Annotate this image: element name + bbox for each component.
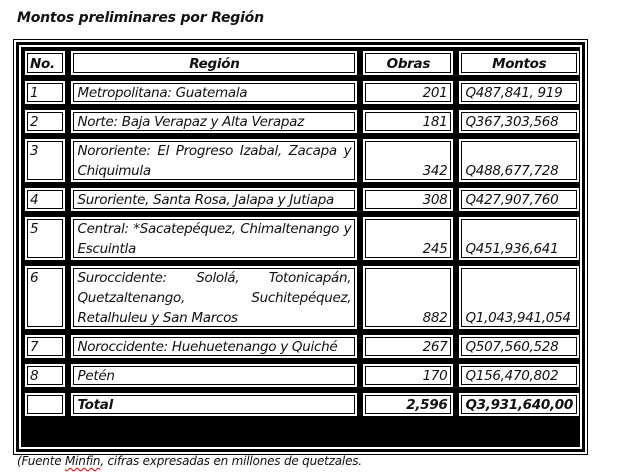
cell-no: 2 <box>24 109 66 134</box>
cell-montos: Q487,841, 919 <box>458 80 580 105</box>
footnote-suffix: , cifras expresadas en millones de quetzales. <box>100 454 362 468</box>
total-label: Total <box>70 392 358 417</box>
cell-obras: 181 <box>362 109 454 134</box>
cell-region: Noroccidente: Huehuetenango y Quiché <box>70 334 358 359</box>
cell-no: 8 <box>24 363 66 388</box>
table-row <box>24 80 580 105</box>
cell-region: Norte: Baja Verapaz y Alta Verapaz <box>70 109 358 134</box>
cell-no: 3 <box>24 138 66 183</box>
cell-obras: 308 <box>362 187 454 212</box>
cell-montos: Q1,043,941,054 <box>458 265 580 330</box>
cell-region: Suroccidente: Sololá, Totonicapán, Quetzaltenango, Suchitepéquez, Retalhuleu y San Marcos <box>70 265 358 330</box>
table-frame <box>16 42 585 452</box>
cell-obras: 245 <box>362 216 454 261</box>
cell-region: Petén <box>70 363 358 388</box>
cell-no: 6 <box>24 265 66 330</box>
table-row <box>24 109 580 134</box>
footnote-source-misspelled: Minfin <box>65 454 101 468</box>
table-row <box>24 334 580 359</box>
cell-montos: Q156,470,802 <box>458 363 580 388</box>
cell-obras: 201 <box>362 80 454 105</box>
cell-obras: 342 <box>362 138 454 183</box>
cell-no: 1 <box>24 80 66 105</box>
cell-no: 7 <box>24 334 66 359</box>
regions-table <box>20 46 584 421</box>
cell-montos: Q488,677,728 <box>458 138 580 183</box>
cell-obras: 170 <box>362 363 454 388</box>
cell-no: 5 <box>24 216 66 261</box>
table-row <box>24 216 580 261</box>
cell-montos: Q451,936,641 <box>458 216 580 261</box>
total-row <box>24 392 580 417</box>
table-row <box>24 187 580 212</box>
cell-no: 4 <box>24 187 66 212</box>
cell-region: Suroriente, Santa Rosa, Jalapa y Jutiapa <box>70 187 358 212</box>
cell-region: Metropolitana: Guatemala <box>70 80 358 105</box>
table-row <box>24 363 580 388</box>
cell-obras: 882 <box>362 265 454 330</box>
cell-region: Central: *Sacatepéquez, Chimaltenango y Escuintla <box>70 216 358 261</box>
cell-obras: 267 <box>362 334 454 359</box>
table-header-row <box>24 50 580 76</box>
frame-fill <box>21 47 580 447</box>
header-montos: Montos <box>458 50 580 76</box>
cell-montos: Q507,560,528 <box>458 334 580 359</box>
footnote-prefix: (Fuente <box>17 454 65 468</box>
header-region: Región <box>70 50 358 76</box>
cell-region: Nororiente: El Progreso Izabal, Zacapa y Chiquimula <box>70 138 358 183</box>
cell-no <box>24 392 66 417</box>
cell-montos: Q427,907,760 <box>458 187 580 212</box>
table-row <box>24 138 580 183</box>
total-montos: Q3,931,640,00 <box>458 392 580 417</box>
table-title: Montos preliminares por Región <box>17 10 264 26</box>
header-no: No. <box>24 50 66 76</box>
total-obras: 2,596 <box>362 392 454 417</box>
source-footnote <box>17 454 362 468</box>
frame-inner-line <box>19 45 582 449</box>
header-obras: Obras <box>362 50 454 76</box>
cell-montos: Q367,303,568 <box>458 109 580 134</box>
table-row <box>24 265 580 330</box>
